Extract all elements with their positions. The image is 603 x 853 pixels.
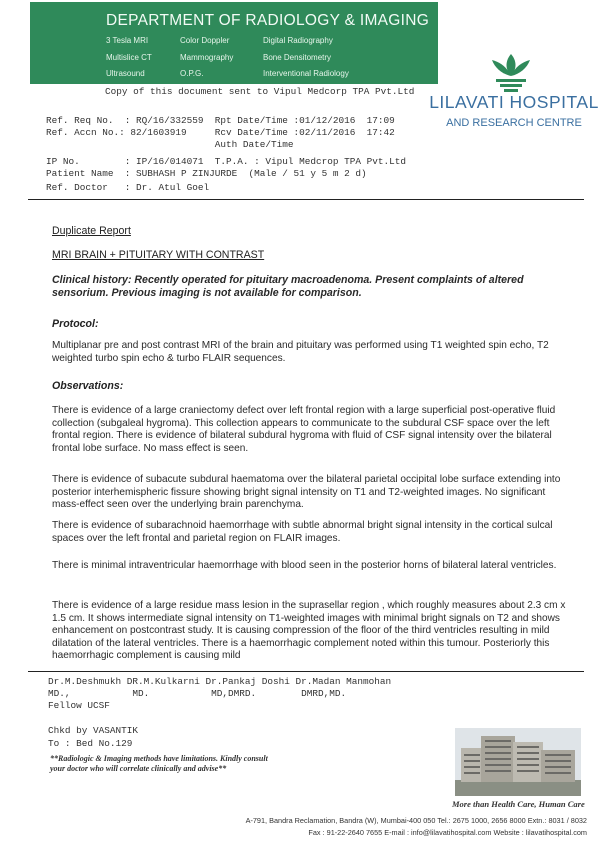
service-label: Digital Radiography <box>263 36 333 45</box>
divider <box>28 199 584 200</box>
ref-line: IP No. : IP/16/014071 T.P.A. : Vipul Medcrop TPA Pvt.Ltd <box>46 156 407 167</box>
divider <box>28 671 584 672</box>
ref-line: Ref. Req No. : RQ/16/332559 Rpt Date/Time :01/12/2016 17:09 <box>46 115 395 126</box>
ref-line: Patient Name : SUBHASH P ZINJURDE (Male / 51 y 5 m 2 d) <box>46 168 367 179</box>
observation-paragraph: There is evidence of a large craniectomy defect over left frontal region with a large superficial post-operative fluid collection (subgaleal hygroma). This collection appears to communicate to the subdural CSF space over the left frontal region. There is evidence of bilateral subdural hygroma with fluid of CSF signal intensity over the bilateral frontal lobe surface. No mass effect is seen. <box>52 405 556 454</box>
contact-line: Fax : 91-22-2640 7655 E-mail : info@lilavatihospital.com Website : lilavatihospital.com <box>308 828 587 837</box>
bed-number: To : Bed No.129 <box>48 738 133 749</box>
service-label: Ultrasound <box>106 69 145 78</box>
service-label: 3 Tesla MRI <box>106 36 149 45</box>
service-label: O.P.G. <box>180 69 204 78</box>
observations-heading: Observations: <box>52 380 124 392</box>
service-label: Interventional Radiology <box>263 69 349 78</box>
exam-title: MRI BRAIN + PITUITARY WITH CONTRAST <box>52 249 265 261</box>
checked-by: Chkd by VASANTIK <box>48 725 139 736</box>
service-label: Mammography <box>180 53 234 62</box>
disclaimer-line: **Radiologic & Imaging methods have limitations. Kindly consult <box>50 754 268 763</box>
hospital-name: LILAVATI HOSPITAL <box>429 92 599 112</box>
ref-line: Ref. Doctor : Dr. Atul Goel <box>46 182 210 193</box>
duplicate-report-label: Duplicate Report <box>52 225 131 237</box>
protocol-heading: Protocol: <box>52 318 99 330</box>
doctor-signatures <box>48 676 468 716</box>
doctor-names: Dr.M.Deshmukh DR.M.Kulkarni Dr.Pankaj Doshi Dr.Madan Manmohan <box>48 676 392 687</box>
address-line: A-791, Bandra Reclamation, Bandra (W), Mumbai-400 050 Tel.: 2675 1000, 2656 8000 Extn.: 8031 / 8032 <box>245 816 587 825</box>
service-label: Color Doppler <box>180 36 230 45</box>
observation-paragraph: There is evidence of subacute subdural haematoma over the bilateral parietal occipital lobe surface extending into posterior interhemispheric fissure showing bright signal intensity on T1 and T2-weighted images. No significant mass-effect seen over the underlying brain parenchyma. <box>52 474 561 511</box>
ref-line: Ref. Accn No.: 82/1603919 Rcv Date/Time :02/11/2016 17:42 <box>46 127 395 138</box>
observation-paragraph: There is evidence of a large residue mass lesion in the suprasellar region , which roughly measures about 2.3 cm x 1.5 cm. It shows intermediate signal intensity on T1-weighted images with minimal bright signals on T2 and shows enhancement on postcontrast study. It is causing compression of the floor of the third ventricles resulting in mild dilatation of the lateral ventricles. There is a haemorrhagic complement noted within this tumour. Posteriorly this haemorrhagic complement is causing mild <box>52 600 566 662</box>
tagline: More than Health Care, Human Care <box>452 799 585 809</box>
doctor-fellowship: Fellow UCSF <box>48 700 110 711</box>
hospital-subtitle: AND RESEARCH CENTRE <box>446 117 582 129</box>
service-label: Multislice CT <box>106 53 152 62</box>
clinical-history: Clinical history: Recently operated for pituitary macroadenoma. Present complaints of altered sensorium. Previous imaging is not available for comparison. <box>52 274 524 299</box>
ref-line: Auth Date/Time <box>46 139 294 150</box>
hospital-building-image <box>455 728 581 796</box>
copy-note: Copy of this document sent to Vipul Medcorp TPA Pvt.Ltd <box>105 86 415 97</box>
doctor-degrees: MD., MD. MD,DMRD. DMRD,MD. <box>48 688 347 699</box>
disclaimer-line: your doctor who will correlate clinically and advise** <box>50 764 227 773</box>
observation-paragraph: There is minimal intraventricular haemorrhage with blood seen in the posterior horns of bilateral lateral ventricles. <box>52 560 557 571</box>
observation-paragraph: There is evidence of subarachnoid haemorrhage with subtle abnormal bright signal intensity in the cortical sulcal spaces over the left frontal and parietal region on FLAIR images. <box>52 520 553 544</box>
lotus-logo-icon <box>488 52 534 94</box>
disclaimer <box>50 754 290 774</box>
department-title: DEPARTMENT OF RADIOLOGY & IMAGING <box>106 12 430 29</box>
service-label: Bone Densitometry <box>263 53 332 62</box>
protocol-text: Multiplanar pre and post contrast MRI of the brain and pituitary was performed using T1 weighted spin echo, T2 weighted turbo spin echo & turbo FLAIR sequences. <box>52 340 549 364</box>
department-banner <box>30 2 438 84</box>
